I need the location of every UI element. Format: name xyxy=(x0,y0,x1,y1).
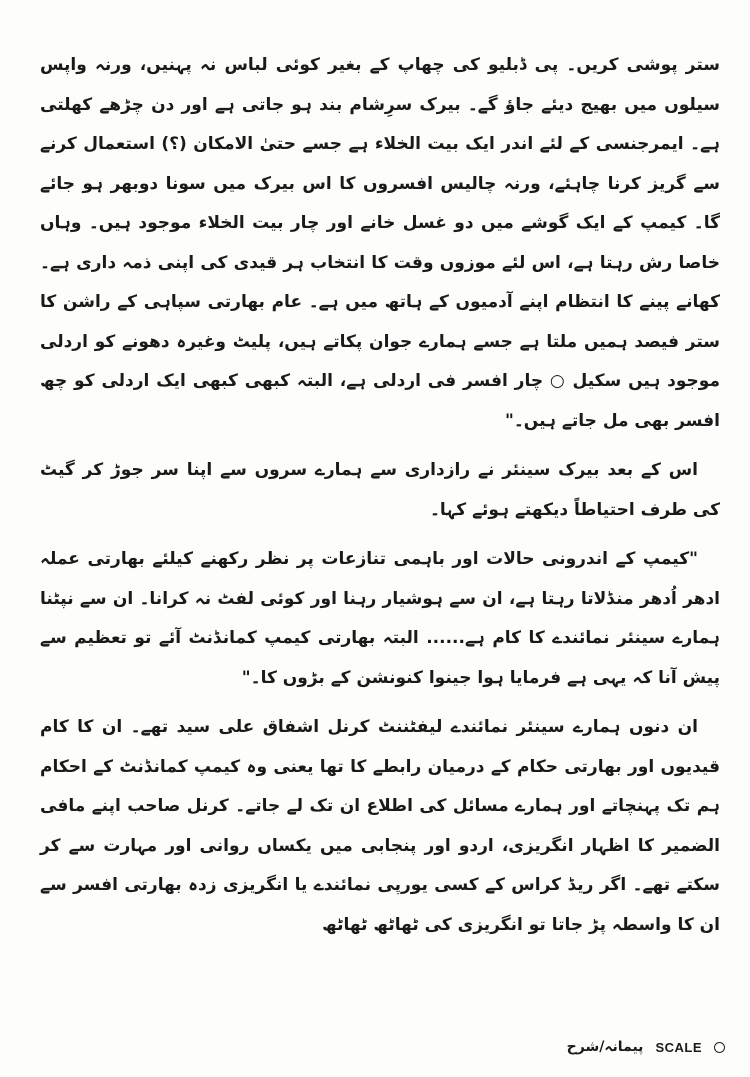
page-text xyxy=(40,46,720,945)
footnote xyxy=(520,1036,725,1058)
paragraph-3: "کیمپ کے اندرونی حالات اور باہمی تنازعات پر نظر رکھنے کیلئے بھارتی عملہ ادھر اُدھر منڈلاتا رہتا ہے، ان سے ہوشیار رہنا اور کوئی لفٹ نہ کرانا۔ ان سے نپٹنا ہمارے سینئر نمائندے کا کام ہے...... البتہ بھارتی کیمپ کمانڈنٹ آئے تو تعظیم سے پیش آنا کہ یہی ہے فرمایا ہوا جینوا کنونشن کے بڑوں کا۔" xyxy=(40,549,720,688)
paragraph-2: اس کے بعد بیرک سینئر نے رازداری سے ہمارے سروں سے اپنا سر جوڑ کر گیٹ کی طرف احتیاطاً دیکھتے ہوئے کہا۔ xyxy=(40,460,720,520)
circle-icon xyxy=(714,1042,725,1053)
footnote-urdu-label: پیمانہ/شرح xyxy=(566,1039,644,1055)
paragraph-4: ان دنوں ہمارے سینئر نمائندے لیفٹننٹ کرنل اشفاق علی سید تھے۔ ان کا کام قیدیوں اور بھارتی حکام کے درمیان رابطے کا تھا یعنی وہ کیمپ کمانڈنٹ کے احکام ہم تک پہنچاتے اور ہمارے مسائل کی اطلاع ان تک لے جاتے۔ کرنل صاحب اپنے مافی الضمیر کا اظہار انگریزی، اردو اور پنجابی میں یکساں روانی اور مہارت سے کر سکتے تھے۔ اگر ریڈ کراس کے کسی یورپی نمائندے یا انگریزی زدہ بھارتی افسر سے ان کا واسطہ پڑ جاتا تو انگریزی کی ٹھاٹھ ٹھاٹھ xyxy=(40,717,720,935)
paragraph-1: ستر پوشی کریں۔ پی ڈبلیو کی چھاپ کے بغیر کوئی لباس نہ پہنیں، ورنہ واپس سیلوں میں بھیج دیئے جاؤ گے۔ بیرک سرِشام بند ہو جاتی ہے اور دن چڑھے کھلتی ہے۔ ایمرجنسی کے لئے اندر ایک بیت الخلاء ہے جسے حتیٰ الامکان (؟) استعمال کرنے سے گریز کرنا چاہئے، ورنہ چالیس افسروں کا اس بیرک میں سونا دوبھر ہو جائے گا۔ کیمپ کے ایک گوشے میں دو غسل خانے اور چار بیت الخلاء موجود ہیں۔ وہاں خاصا رش رہتا ہے، اس لئے موزوں وقت کا انتخاب ہر قیدی کی اپنی ذمہ داری ہے۔ کھانے پینے کا انتظام اپنے آدمیوں کے ہاتھ میں ہے۔ عام بھارتی سپاہی کے راشن کا ستر فیصد ہمیں ملتا ہے جسے ہمارے جوان پکاتے ہیں، پلیٹ وغیرہ دھونے کو اردلی موجود ہیں سکیل ○ چار افسر فی اردلی ہے، البتہ کبھی کبھی ایک اردلی کو چھ افسر بھی مل جاتے ہیں۔" xyxy=(40,55,720,431)
footnote-scale-label: SCALE xyxy=(655,1039,702,1055)
